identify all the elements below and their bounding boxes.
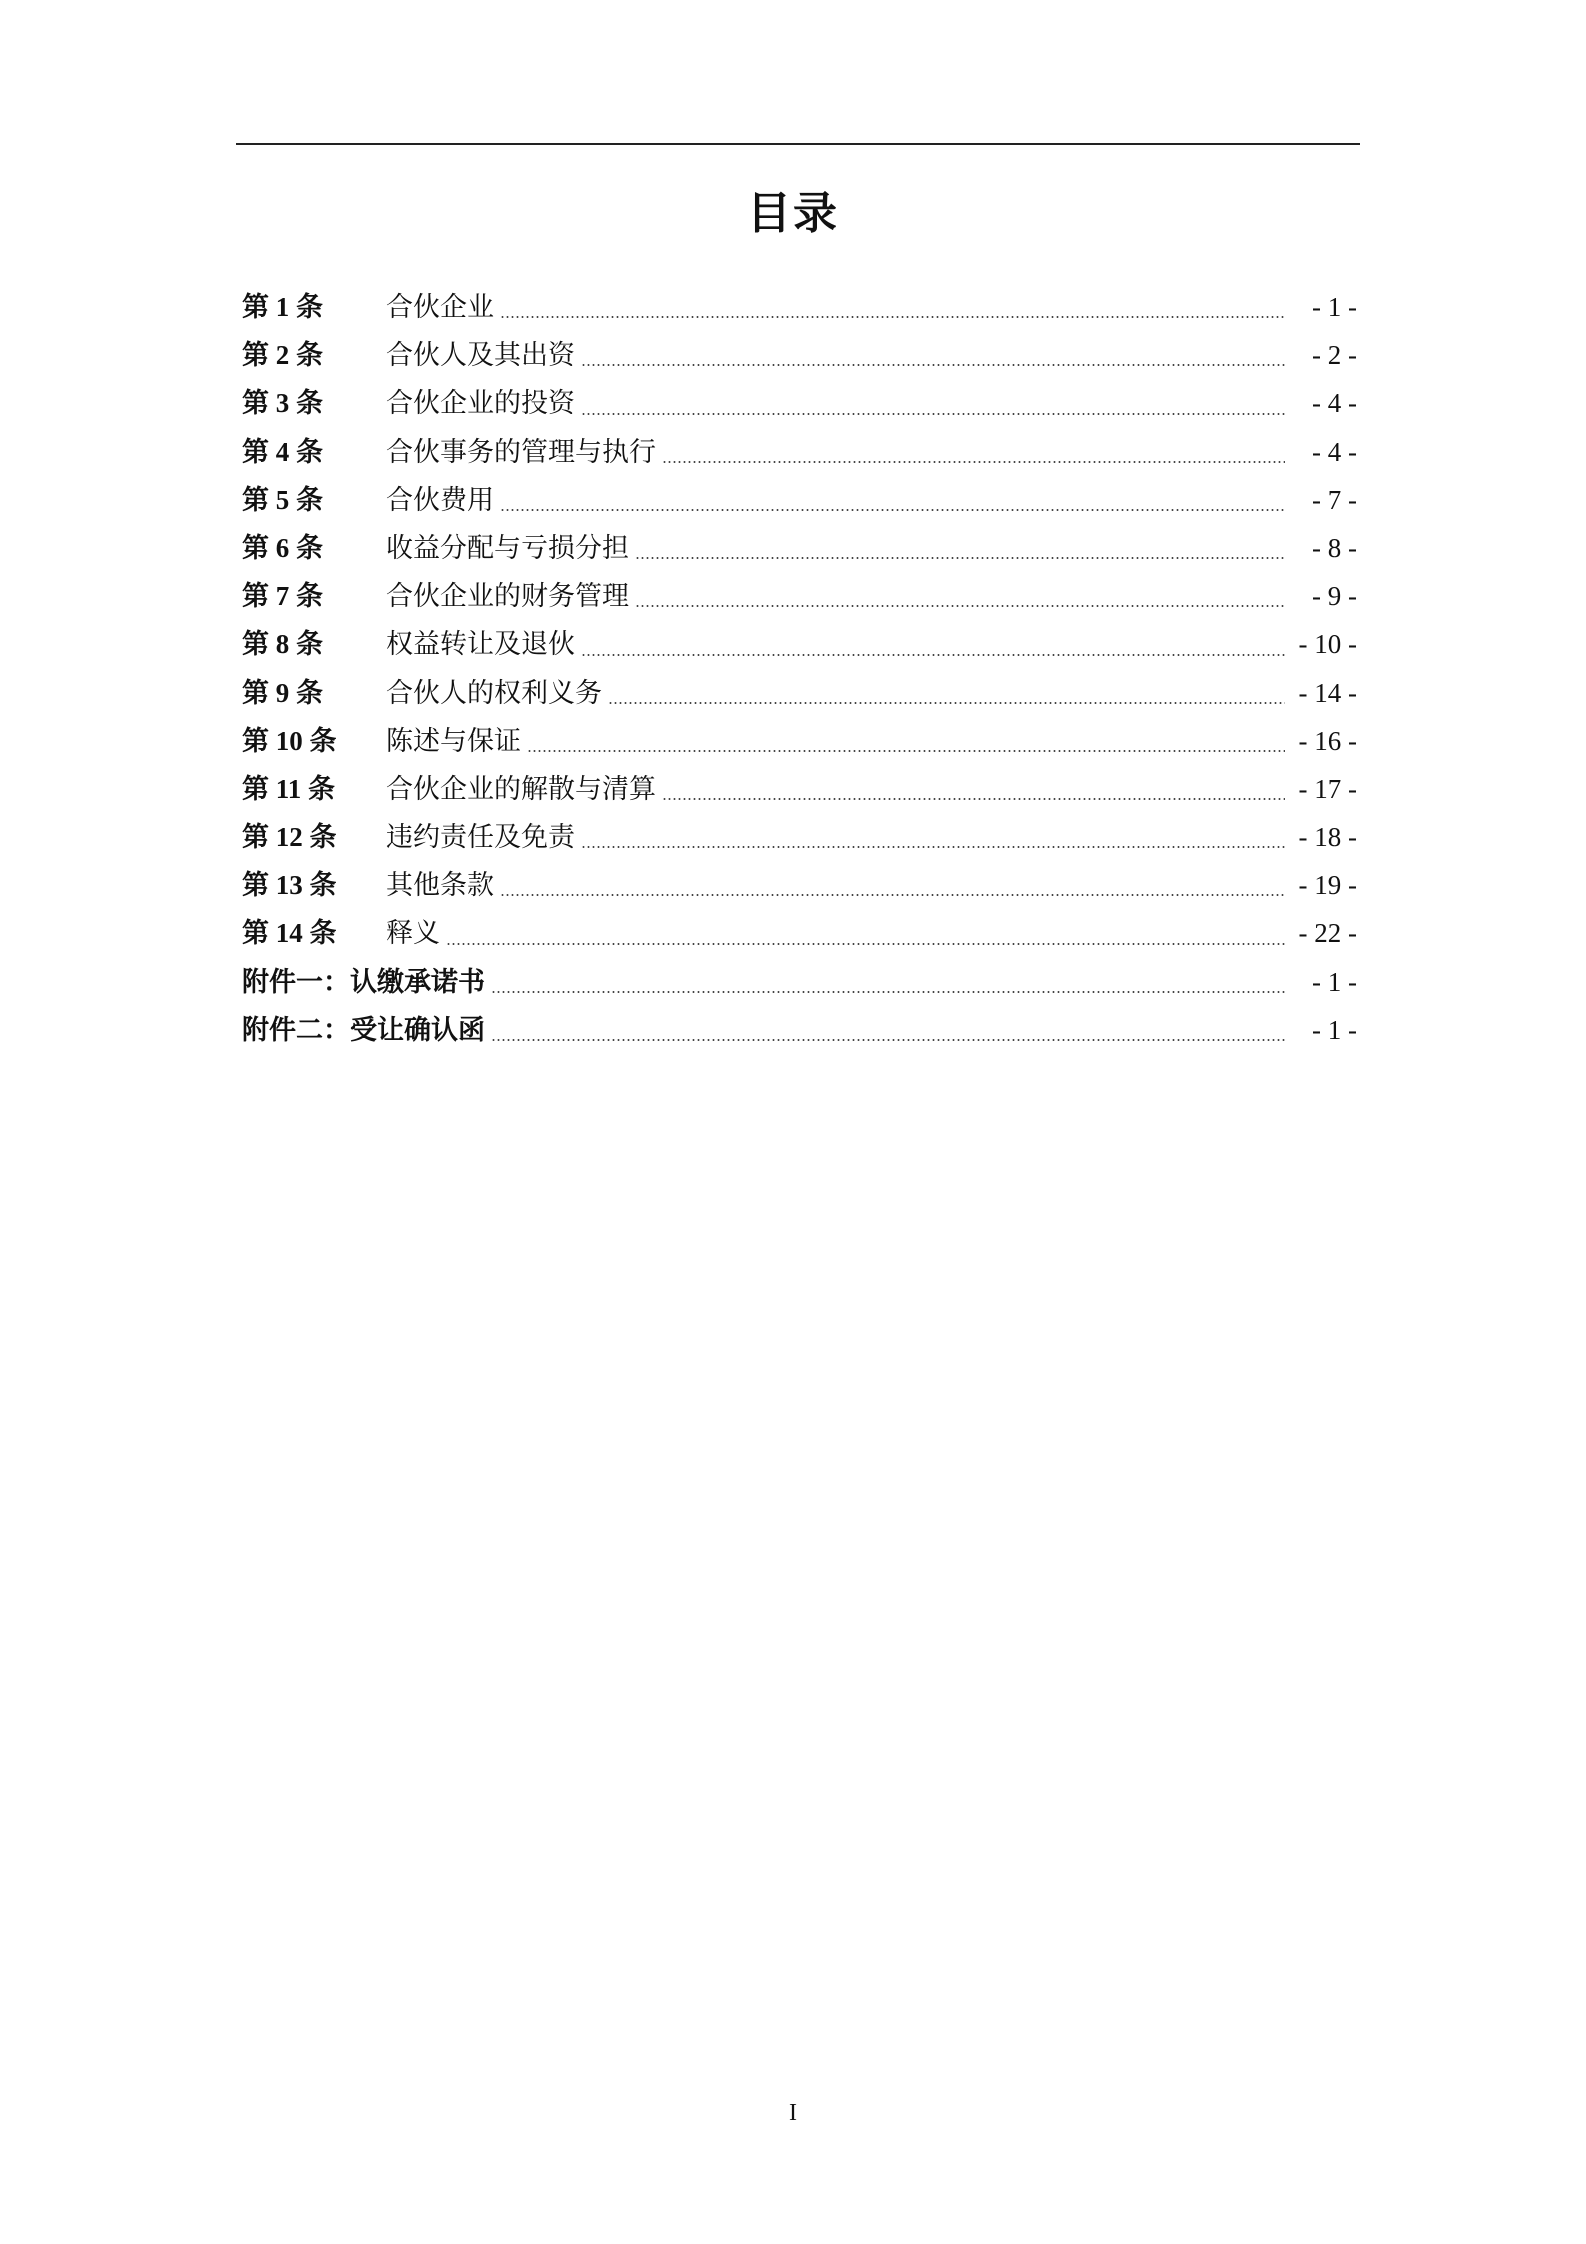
toc-appendix-entry[interactable] — [242, 958, 1357, 1006]
toc-dot-leader — [491, 1039, 1285, 1041]
toc-dot-leader — [491, 991, 1285, 993]
toc-entry-number: 第 6 条 — [242, 532, 323, 563]
toc-entry-page: - 16 - — [1298, 725, 1357, 756]
toc-entry-label: 合伙企业的解散与清算 — [386, 773, 656, 804]
toc-entry[interactable] — [242, 524, 1357, 572]
toc-entry-number: 第 4 条 — [242, 436, 323, 467]
toc-entry-label: 违约责任及免责 — [386, 822, 575, 853]
toc-entry-page: - 18 - — [1298, 822, 1357, 853]
toc-dot-leader — [500, 509, 1285, 511]
toc-list — [242, 283, 1357, 1054]
toc-entry-page: - 9 - — [1312, 581, 1357, 612]
toc-entry-label: 陈述与保证 — [386, 725, 521, 756]
toc-dot-leader — [581, 846, 1285, 848]
toc-entry[interactable] — [242, 283, 1357, 331]
toc-entry[interactable] — [242, 861, 1357, 909]
toc-entry-label: 合伙人的权利义务 — [386, 677, 602, 708]
toc-title: 目录 — [747, 189, 839, 238]
toc-entry-page: - 17 - — [1298, 773, 1357, 804]
toc-entry[interactable] — [242, 909, 1357, 957]
toc-entry-label: 合伙企业 — [386, 292, 494, 322]
toc-entry[interactable] — [242, 379, 1357, 427]
toc-entry-label: 合伙企业的财务管理 — [386, 581, 629, 612]
toc-entry-number: 第 7 条 — [242, 581, 323, 612]
toc-entry[interactable] — [242, 428, 1357, 476]
toc-dot-leader — [527, 750, 1285, 752]
toc-entry-label: 收益分配与亏损分担 — [386, 532, 629, 563]
toc-dot-leader — [635, 605, 1285, 607]
toc-dot-leader — [581, 364, 1285, 366]
toc-appendix-label: 附件一：认缴承诺书 — [242, 966, 485, 997]
toc-entry-page: - 4 - — [1312, 388, 1357, 419]
toc-dot-leader — [662, 798, 1285, 800]
toc-entry-page: - 14 - — [1298, 677, 1357, 708]
toc-entry-page: - 22 - — [1298, 918, 1357, 949]
toc-dot-leader — [635, 557, 1285, 559]
toc-entry[interactable] — [242, 620, 1357, 668]
toc-entry-label: 其他条款 — [386, 870, 494, 901]
toc-entry-number: 第 10 条 — [242, 725, 337, 756]
toc-entry[interactable] — [242, 572, 1357, 620]
toc-entry-number: 第 12 条 — [242, 822, 337, 853]
toc-dot-leader — [500, 894, 1285, 896]
toc-entry-label: 合伙人及其出资 — [386, 340, 575, 371]
toc-entry[interactable] — [242, 669, 1357, 717]
toc-dot-leader — [581, 413, 1285, 415]
toc-entry-page: - 10 - — [1298, 629, 1357, 660]
toc-dot-leader — [581, 654, 1285, 656]
toc-appendix-entry[interactable] — [242, 1006, 1357, 1054]
toc-entry-number: 第 3 条 — [242, 388, 323, 419]
toc-entry[interactable] — [242, 765, 1357, 813]
toc-entry[interactable] — [242, 717, 1357, 765]
toc-entry-number: 第 14 条 — [242, 918, 337, 949]
toc-dot-leader — [446, 943, 1285, 945]
toc-entry-label: 合伙费用 — [386, 484, 494, 515]
toc-entry-number: 第 8 条 — [242, 629, 323, 660]
header-rule — [236, 143, 1360, 145]
toc-dot-leader — [608, 702, 1285, 704]
page-number: I — [789, 2100, 797, 2126]
toc-entry-number: 第 1 条 — [242, 292, 323, 322]
toc-entry-label: 权益转让及退伙 — [386, 629, 575, 660]
toc-entry-number: 第 9 条 — [242, 677, 323, 708]
toc-entry-label: 合伙企业的投资 — [386, 388, 575, 419]
toc-entry-page: - 8 - — [1312, 532, 1357, 563]
toc-entry[interactable] — [242, 331, 1357, 379]
toc-dot-leader — [662, 461, 1285, 463]
toc-entry-number: 第 13 条 — [242, 870, 337, 901]
toc-entry-label: 释义 — [386, 918, 440, 949]
toc-entry-label: 合伙事务的管理与执行 — [386, 436, 656, 467]
toc-appendix-label: 附件二：受让确认函 — [242, 1014, 485, 1045]
toc-entry-page: - 1 - — [1312, 292, 1357, 322]
toc-appendix-page: - 1 - — [1312, 966, 1357, 997]
toc-entry[interactable] — [242, 813, 1357, 861]
toc-entry-number: 第 5 条 — [242, 484, 323, 515]
toc-appendix-page: - 1 - — [1312, 1014, 1357, 1045]
toc-entry-number: 第 11 条 — [242, 773, 336, 804]
toc-entry[interactable] — [242, 476, 1357, 524]
toc-dot-leader — [500, 316, 1285, 318]
toc-entry-page: - 19 - — [1298, 870, 1357, 901]
toc-entry-number: 第 2 条 — [242, 340, 323, 371]
toc-entry-page: - 4 - — [1312, 436, 1357, 467]
toc-entry-page: - 7 - — [1312, 484, 1357, 515]
toc-entry-page: - 2 - — [1312, 340, 1357, 371]
